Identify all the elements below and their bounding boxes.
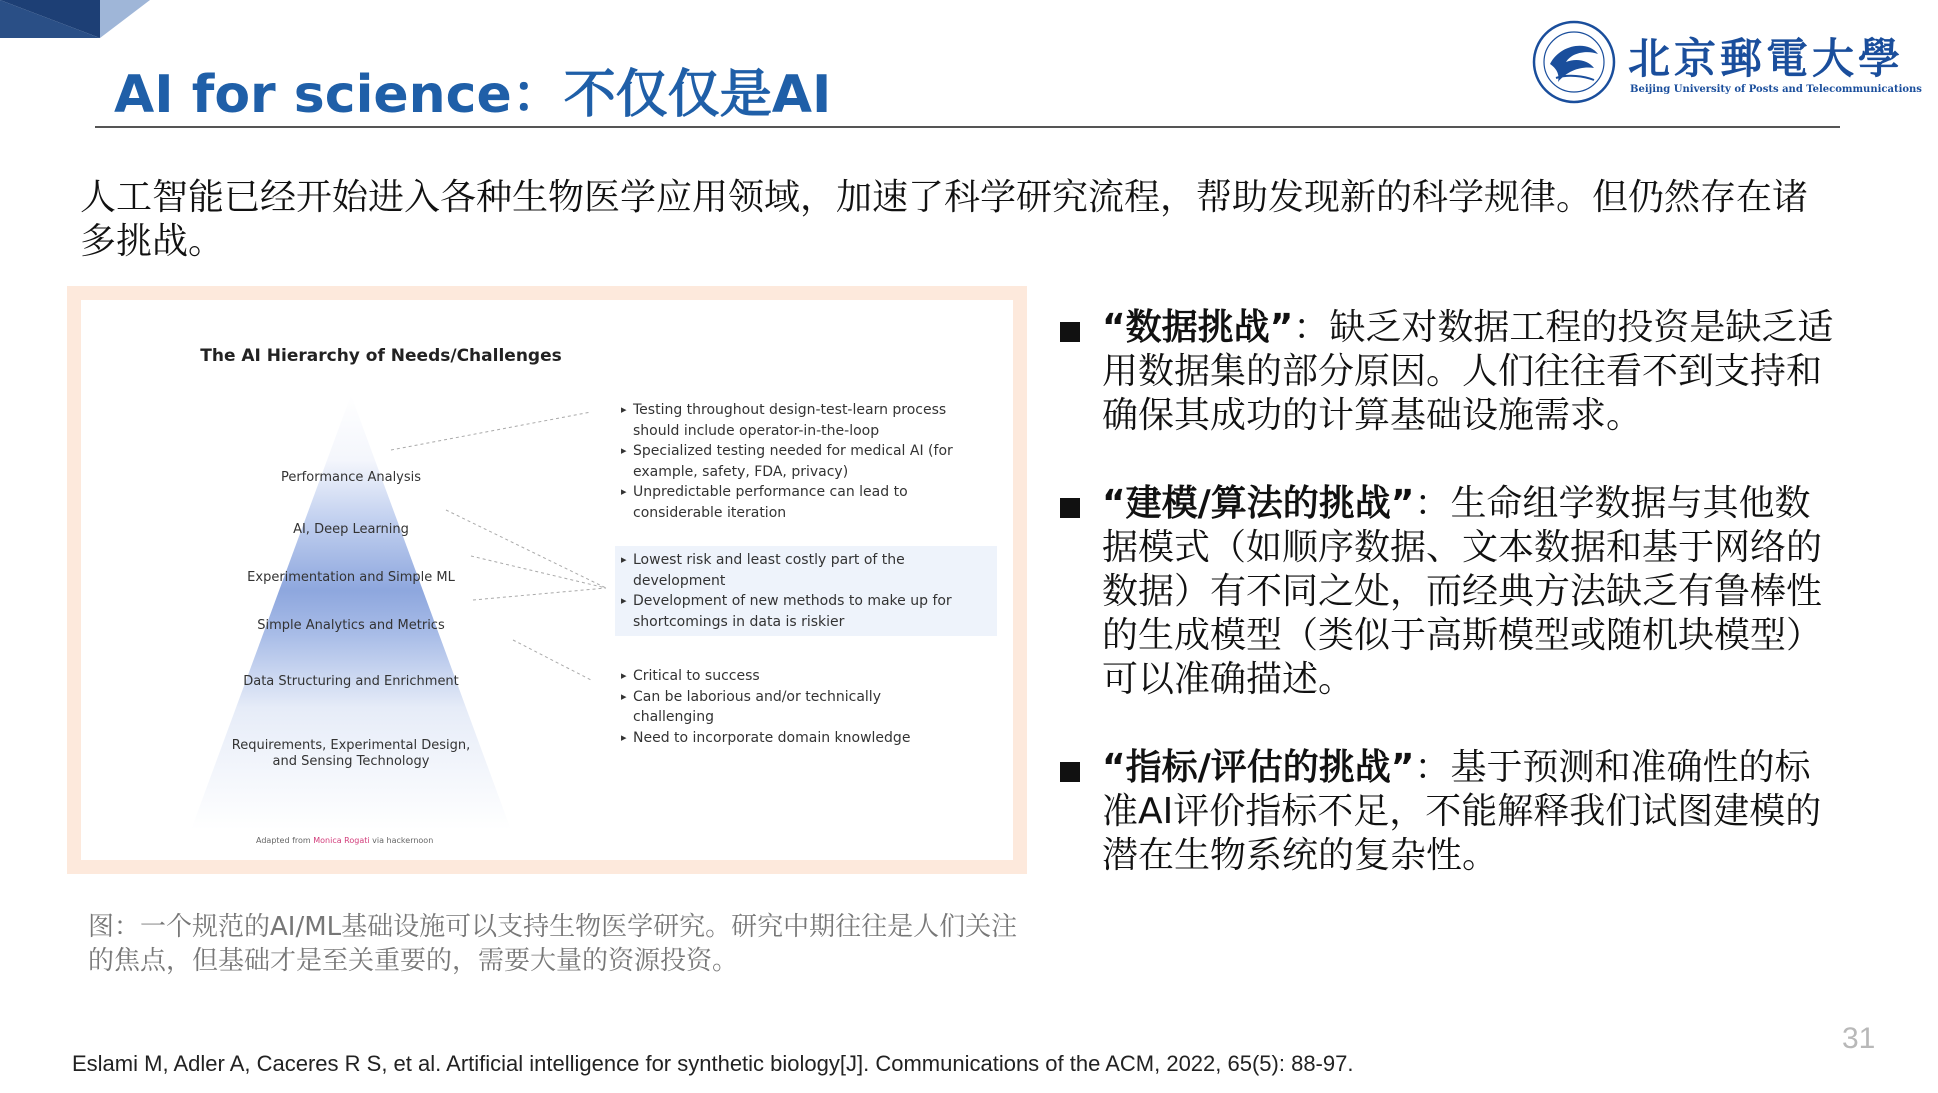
credit-prefix: Adapted from <box>256 836 314 845</box>
note-item: ▸ Need to incorporate domain knowledge <box>621 728 941 749</box>
note-item: ▸ Testing throughout design-test-learn process should include operator-in-the-loop <box>621 400 981 441</box>
layer-label-ai: AI, Deep Learning <box>293 522 409 537</box>
note-item: ▸ Can be laborious and/or technically challenging <box>621 687 941 728</box>
challenge-heading: “指标/评估的挑战” <box>1102 747 1415 788</box>
note-group-top <box>621 400 981 523</box>
note-item: ▸ Specialized testing needed for medical AI (for example, safety, FDA, privacy) <box>621 441 981 482</box>
note-item: ▸ Unpredictable performance can lead to considerable iteration <box>621 482 981 523</box>
connector-mid-2 <box>471 556 606 588</box>
corner-decoration <box>0 0 160 50</box>
figure <box>67 286 1027 874</box>
note-item: ▸ Development of new methods to make up for shortcomings in data is riskier <box>621 591 991 632</box>
figure-caption: 图：一个规范的AI/ML基础设施可以支持生物医学研究。研究中期往往是人们关注的焦点，但基础才是至关重要的，需要大量的资源投资。 <box>88 912 1018 976</box>
title-divider <box>95 126 1840 128</box>
credit-author: Monica Rogati <box>313 836 370 845</box>
note-item: ▸ Critical to success <box>621 666 941 687</box>
credit-suffix: via hackernoon <box>369 836 434 845</box>
layer-label-analytics: Simple Analytics and Metrics <box>257 618 445 633</box>
note-group-middle <box>615 546 997 636</box>
intro-paragraph: 人工智能已经开始进入各种生物医学应用领域，加速了科学研究流程，帮助发现新的科学规律。但仍然存在诸多挑战。 <box>80 177 1809 262</box>
connector-mid-3 <box>473 588 606 600</box>
bullet-square-icon <box>1060 322 1080 342</box>
challenge-text: ：生命组学数据与其他数据模式（如顺序数据、文本数据和基于网络的数据）有不同之处，而经典方法缺乏有鲁棒性的生成模型（类似于高斯模型或随机块模型）可以准确描述。 <box>1102 483 1823 700</box>
university-logo <box>1532 18 1922 108</box>
layer-label-performance: Performance Analysis <box>280 470 422 485</box>
layer-label-requirements: Requirements, Experimental Design, and Sensing Technology <box>231 738 471 769</box>
page-number: 31 <box>1842 1022 1876 1055</box>
note-item: ▸ Lowest risk and least costly part of the development <box>621 550 991 591</box>
challenge-text: ：缺乏对数据工程的投资是缺乏适用数据集的部分原因。人们往往看不到支持和确保其成功的计算基础设施需求。 <box>1102 307 1834 436</box>
university-name: 北京郵電大學 <box>1628 34 1905 83</box>
connector-bottom <box>513 640 591 680</box>
university-subtitle: Beijing University of Posts and Telecommunications <box>1630 84 1922 95</box>
challenge-text: ：基于预测和准确性的标准AI评价指标不足，不能解释我们试图建模的潜在生物系统的复杂性。 <box>1102 747 1822 876</box>
connector-top <box>391 412 591 450</box>
figure-title: The AI Hierarchy of Needs/Challenges <box>200 346 562 366</box>
bullet-square-icon <box>1060 498 1080 518</box>
challenge-heading: “数据挑战” <box>1102 307 1294 348</box>
figure-credit <box>256 836 433 845</box>
layer-label-data-structuring: Data Structuring and Enrichment <box>243 674 459 689</box>
figure-panel <box>81 300 1013 860</box>
challenge-item-modeling <box>1056 482 1846 702</box>
challenge-item-data <box>1056 306 1846 438</box>
university-seal-icon <box>1532 20 1616 104</box>
layer-label-experimentation: Experimentation and Simple ML <box>247 570 455 585</box>
note-group-bottom <box>621 666 941 748</box>
bullet-square-icon <box>1060 762 1080 782</box>
reference-citation: Eslami M, Adler A, Caceres R S, et al. Artificial intelligence for synthetic biology[J]. Communications of the ACM, 2022, 65(5): 88-97. <box>72 1051 1354 1076</box>
slide-title: AI for science：不仅仅是AI <box>114 65 832 125</box>
challenge-heading: “建模/算法的挑战” <box>1102 483 1415 524</box>
challenge-list <box>1056 306 1846 922</box>
challenge-item-metrics <box>1056 746 1846 878</box>
